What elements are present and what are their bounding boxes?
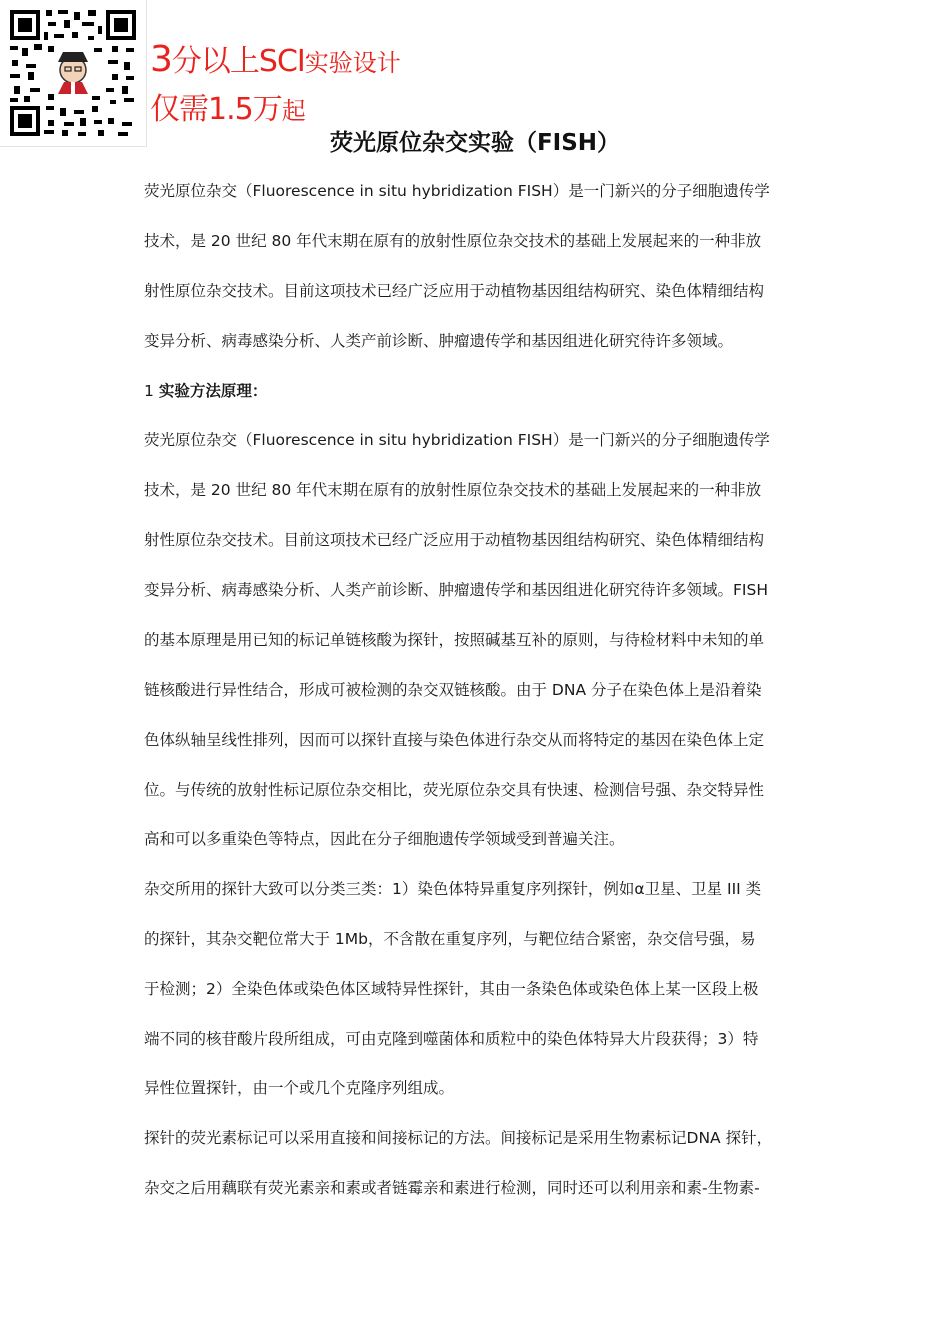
paragraph-line: 色体纵轴呈线性排列，因而可以探针直接与染色体进行杂交从而将特定的基因在染色体上定 [144,731,765,749]
paragraph-line: 荧光原位杂交（Fluorescence in situ hybridization FISH）是一门新兴的分子细胞遗传学 [144,431,770,449]
section-heading [144,381,267,401]
paragraph-line: 异性位置探针，由一个或几个克隆序列组成。 [144,1079,455,1097]
intro-line: 技术，是 20 世纪 80 年代末期在原有的放射性原位杂交技术的基础上发展起来的一种非放 [144,232,762,250]
paragraph-line: 的基本原理是用已知的标记单链核酸为探针，按照碱基互补的原则，与待检材料中未知的单 [144,631,765,649]
ad-slogan-line-2 [150,84,306,128]
ad-slogan-line-1 [150,36,401,80]
paragraph-line: 于检测；2）全染色体或染色体区域特异性探针，其由一条染色体或染色体上某一区段上极 [144,980,759,998]
section-number: 1 [144,382,154,400]
paragraph-line: 技术，是 20 世纪 80 年代末期在原有的放射性原位杂交技术的基础上发展起来的一种非放 [144,481,762,499]
ad-text-small: 实验设计 [304,49,401,77]
paragraph-line: 杂交所用的探针大致可以分类三类：1）染色体特异重复序列探针，例如α卫星、卫星 III 类 [144,880,762,898]
paragraph-line: 变异分析、病毒感染分析、人类产前诊断、肿瘤遗传学和基因组进化研究待许多领域。FISH [144,581,768,599]
ad-text-main: 分以上SCI [171,44,305,79]
document-title: 荧光原位杂交实验（FISH） [329,130,621,156]
paragraph-line: 探针的荧光素标记可以采用直接和间接标记的方法。间接标记是采用生物素标记DNA 探针， [144,1129,773,1147]
paragraph-line: 杂交之后用藕联有荧光素亲和素或者链霉亲和素进行检测，同时还可以利用亲和素-生物素- [144,1179,760,1197]
intro-line: 荧光原位杂交（Fluorescence in situ hybridization FISH）是一门新兴的分子细胞遗传学 [144,182,770,200]
ad-price-suffix: 起 [281,97,306,125]
intro-line: 射性原位杂交技术。目前这项技术已经广泛应用于动植物基因组结构研究、染色体精细结构 [144,282,765,300]
paragraph-line: 的探针，其杂交靶位常大于 1Mb，不含散在重复序列，与靶位结合紧密，杂交信号强，易 [144,930,756,948]
intro-line: 变异分析、病毒感染分析、人类产前诊断、肿瘤遗传学和基因组进化研究待许多领域。 [144,332,734,350]
paragraph-line: 端不同的核苷酸片段所组成，可由克隆到噬菌体和质粒中的染色体特异大片段获得；3）特 [144,1030,759,1048]
qr-code-icon [8,8,138,138]
paragraph-line: 射性原位杂交技术。目前这项技术已经广泛应用于动植物基因组结构研究、染色体精细结构 [144,531,765,549]
ad-price-text: 仅需1.5万 [150,92,282,127]
section-title: 实验方法原理： [158,382,268,400]
paragraph-line: 链核酸进行异性结合，形成可被检测的杂交双链核酸。由于 DNA 分子在染色体上是沿着染 [144,681,762,699]
paragraph-line: 位。与传统的放射性标记原位杂交相比，荧光原位杂交具有快速、检测信号强、杂交特异性 [144,781,765,799]
ad-number: 3 [150,39,172,80]
paragraph-line: 高和可以多重染色等特点，因此在分子细胞遗传学领域受到普遍关注。 [144,830,625,848]
